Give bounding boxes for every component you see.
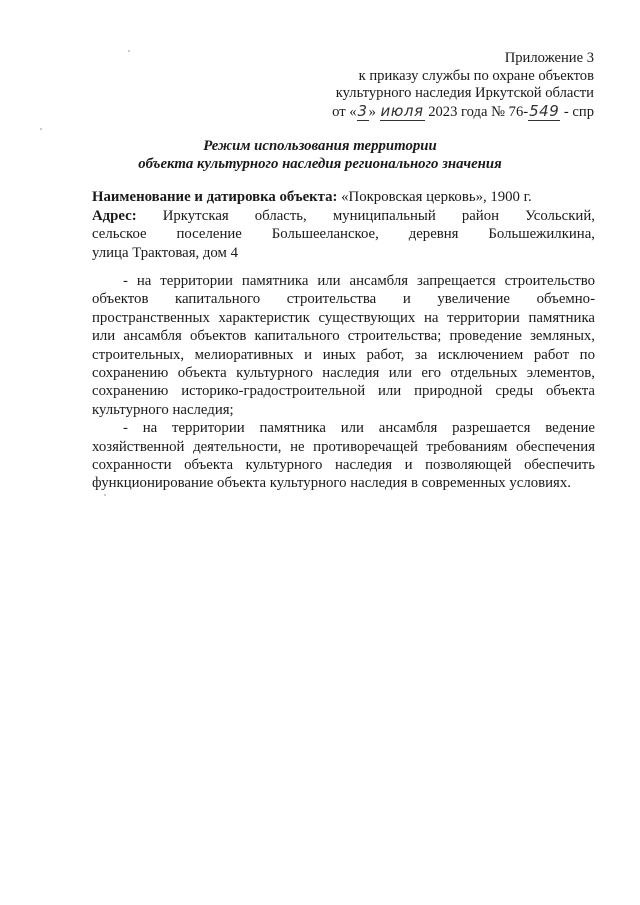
paragraph-line: объектов капитального строительства и увеличение объемно- [92, 291, 595, 308]
regime-text [92, 272, 595, 493]
date-suffix: - спр [560, 103, 594, 120]
paragraph-line: или ансамбля объектов капитального строительства; проведение земляных, [92, 328, 595, 345]
address-word: район [461, 207, 500, 224]
address-label: Адрес: [92, 207, 137, 224]
date-mid: » [368, 103, 380, 120]
date-year: 2023 года № 76- [424, 103, 529, 120]
address-word: Иркутская [162, 207, 229, 224]
paragraph-line: - на территории памятника или ансамбля разрешается ведение [123, 420, 595, 437]
address-word: область, [254, 207, 307, 224]
handwritten-month: июля [380, 101, 424, 120]
appendix-date-line [332, 103, 594, 122]
paragraph-line: сохранности объекта культурного наследия и позволяющей обеспечить [92, 457, 595, 474]
title-line-1: Режим использования территории [203, 138, 437, 154]
object-name-row [92, 188, 595, 207]
paragraph-line: строительных, мелиоративных и иных работ, за исключением работ по [92, 346, 595, 363]
paragraph-prohibitions [92, 272, 595, 419]
scan-speck [128, 50, 130, 52]
address-row-3: улица Трактовая, дом 4 [92, 244, 239, 261]
object-name-label: Наименование и датировка объекта: [92, 189, 338, 205]
paragraph-line: функционирование объекта культурного наследия в современных условиях. [92, 475, 571, 492]
paragraph-line: - на территории памятника или ансамбля запрещается строительство [123, 273, 595, 289]
address-word: муниципальный [332, 207, 436, 224]
title-line-2: объекта культурного наследия регионального значения [138, 156, 502, 172]
paragraph-line: сохранению объекта культурного наследия или его отдельных элементов, [92, 365, 595, 382]
object-info [92, 188, 595, 262]
paragraph-line: сохранению историко-градостроительной или природной среды объекта [92, 383, 595, 400]
appendix-authority: культурного наследия Иркутской области [335, 85, 594, 102]
handwritten-day: 3 [357, 101, 368, 120]
object-name-value: «Покровская церковь», 1900 г. [337, 189, 532, 205]
paragraph-permissions [92, 419, 595, 493]
scan-speck [40, 128, 42, 130]
address-row-1 [92, 207, 595, 226]
appendix-number: Приложение 3 [504, 50, 594, 66]
date-prefix: от « [332, 103, 357, 120]
paragraph-line: пространственных характеристик существующих на территории памятника [92, 309, 595, 326]
appendix-header [332, 50, 594, 121]
scan-speck [104, 494, 106, 496]
appendix-order-ref: к приказу службы по охране объектов [358, 67, 594, 84]
address-word: Усольский, [525, 207, 595, 224]
document-title [0, 137, 640, 173]
address-row-2: сельское поселение Большееланское, деревня Большежилкина, [92, 226, 595, 242]
paragraph-line: хозяйственной деятельности, не противоречащей требованиям обеспечения [92, 438, 595, 455]
handwritten-number: 549 [529, 101, 560, 120]
paragraph-line: культурного наследия; [92, 401, 234, 418]
